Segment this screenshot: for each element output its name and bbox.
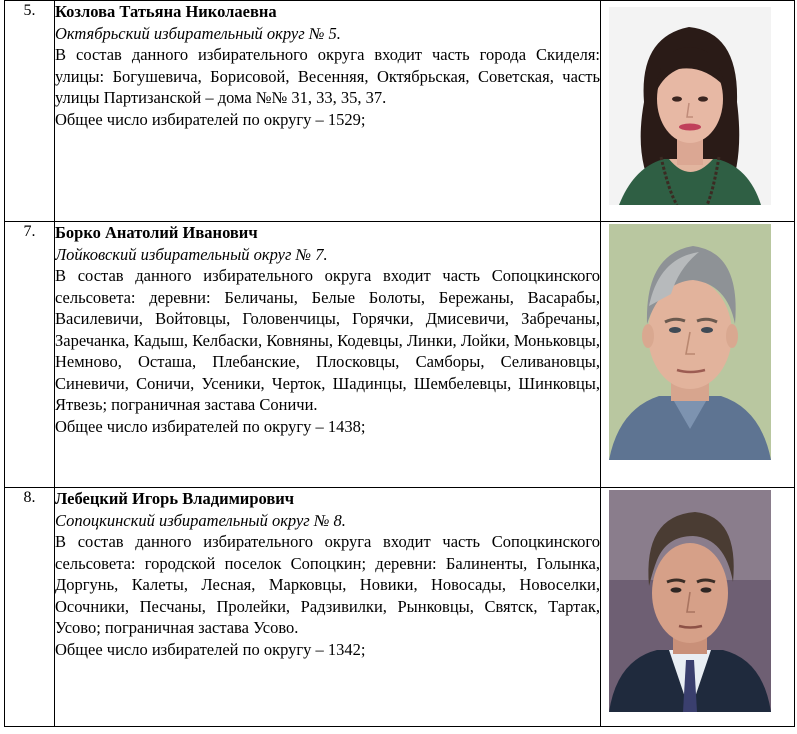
- candidate-name: Лебецкий Игорь Владимирович: [55, 489, 295, 508]
- candidate-info: [55, 488, 601, 727]
- portrait-man-suit-image: [609, 490, 771, 712]
- row-number: 7.: [5, 222, 55, 488]
- candidates-table: [4, 0, 795, 727]
- district-description: В состав данного избирательного округа входит часть Сопоцкинского сельсовета: городской поселок Сопоцкин; деревни: Балиненты, Голынка, Доргунь, Калеты, Лесная, Марковцы, Новики, Новосады, Новоселки, Осочники, Песчаны, Пролейки, Радзивилки, Рынковцы, Святск, Тартак, Усово; пограничная застава Усово.: [55, 532, 600, 637]
- candidate-photo: [609, 490, 771, 712]
- district-name: Лойковский избирательный округ № 7.: [55, 244, 328, 264]
- voter-count: Общее число избирателей по округу – 1342;: [55, 639, 366, 659]
- row-number: 8.: [5, 488, 55, 727]
- photo-cell: [601, 488, 795, 727]
- district-description: В состав данного избирательного округа входит часть города Скиделя: улицы: Богушевича, Борисовой, Весенняя, Октябрьская, Советская, часть улицы Партизанской – дома №№ 31, 33, 35, 37.: [55, 45, 600, 107]
- photo-cell: [601, 1, 795, 222]
- row-number: 5.: [5, 1, 55, 222]
- candidate-name: Борко Анатолий Иванович: [55, 223, 258, 242]
- voter-count: Общее число избирателей по округу – 1529;: [55, 109, 366, 129]
- district-description: В состав данного избирательного округа входит часть Сопоцкинского сельсовета: деревни: Беличаны, Белые Болоты, Бережаны, Васарабы, Василевичи, Войтовцы, Головенчицы, Горячки, Дмисевичи, Забречаны, Заречанка, Кадыш, Келбаски, Ковняны, Кодевцы, Линки, Лойки, Моньковцы, Немново, Осташа, Плебанские, Плосковцы, Самборы, Селивановцы, Синевичи, Соничи, Усеники, Черток, Шадинцы, Шембелевцы, Шинковцы, Ятвезь; пограничная застава Соничи.: [55, 266, 600, 414]
- portrait-woman-image: [609, 7, 771, 205]
- district-name: Сопоцкинский избирательный округ № 8.: [55, 510, 346, 530]
- table-row: [5, 488, 795, 727]
- candidate-info: [55, 222, 601, 488]
- candidate-photo: [609, 7, 771, 205]
- portrait-man-grey-image: [609, 224, 771, 460]
- district-name: Октябрьский избирательный округ № 5.: [55, 23, 341, 43]
- table-row: [5, 222, 795, 488]
- candidate-name: Козлова Татьяна Николаевна: [55, 2, 277, 21]
- table-row: [5, 1, 795, 222]
- photo-cell: [601, 222, 795, 488]
- candidate-photo: [609, 224, 771, 460]
- candidate-info: [55, 1, 601, 222]
- voter-count: Общее число избирателей по округу – 1438;: [55, 416, 366, 436]
